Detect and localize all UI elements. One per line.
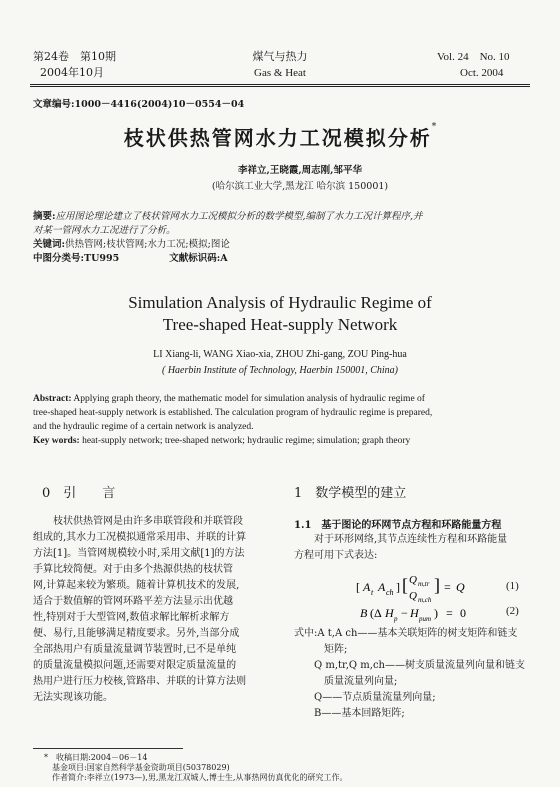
section-0-line: 方法[1]。当管网规模较小时,采用文献[1]的方法 — [33, 548, 245, 559]
svg-text:): ) — [434, 606, 438, 620]
svg-text:Q: Q — [409, 574, 417, 586]
svg-text:]: ] — [396, 580, 400, 594]
abstract-cn-label: 摘要: — [33, 211, 56, 222]
section-0-line: 适合于数值解的管网环路平差方法显示出优越 — [33, 596, 233, 607]
authors-en: LI Xiang-li, WANG Xiao-xia, ZHOU Zhi-gang, ZOU Ping-hua — [153, 349, 407, 360]
section-0-line: 组成的,其水力工况模拟通常采用串、并联的计算 — [33, 532, 247, 543]
header-journal-en: Gas & Heat — [254, 67, 306, 79]
equation-1-graphic — [356, 568, 486, 606]
footnote-rule — [33, 748, 183, 749]
svg-text:ch: ch — [386, 588, 394, 597]
variable-definition-line: 式中:A t,A ch——基本关联矩阵的树支矩阵和链支 — [294, 628, 518, 639]
footnote-author: 作者简介:李祥立(1973—),男,黑龙江双城人,博士生,从事热网仿真优化的研究工作。 — [44, 773, 348, 782]
header-date-cn: 2004年10月 — [40, 66, 104, 79]
section-0-line: 热用户进行压力校核,管路串、并联的计算方法则 — [33, 676, 247, 687]
footnote-fund: 基金项目:国家自然科学基金资助项目(50378029) — [44, 763, 230, 772]
abstract-cn-line2 — [33, 224, 528, 238]
svg-text:Q: Q — [456, 580, 465, 594]
abstract-cn-text2: 对某一管网水力工况进行了分析。 — [33, 225, 176, 236]
svg-text:−: − — [401, 606, 408, 620]
equation-2 — [360, 603, 480, 623]
abstract-en — [33, 392, 528, 448]
abstract-en-line2: tree-shaped heat-supply network is established. The calculation program of hydraulic regime is prepared, — [33, 408, 433, 418]
header-journal-cn: 煤气与热力 — [252, 50, 308, 63]
svg-text:A: A — [363, 580, 371, 594]
footnote-received: * 收稿日期:2004－06－14 — [44, 753, 148, 762]
affiliation-cn: (哈尔滨工业大学,黑龙江 哈尔滨 150001) — [211, 181, 389, 192]
svg-text:=: = — [446, 606, 453, 620]
subsection-1-1-body — [294, 532, 530, 564]
svg-text:B: B — [360, 606, 368, 620]
doc-code-cn: 文献标识码:A — [169, 253, 228, 264]
subsection-1-1-line: 方程可用下式表达: — [294, 550, 378, 561]
svg-text:]: ] — [434, 575, 440, 595]
abstract-en-line1 — [33, 392, 528, 406]
svg-text:0: 0 — [460, 606, 466, 620]
variable-definition-line: 矩阵; — [294, 644, 348, 655]
clc-cn: 中图分类号:TU995 — [33, 253, 120, 264]
article-id: 文章编号:1000－4416(2004)10－0554－04 — [33, 99, 245, 110]
classification-cn — [33, 252, 528, 266]
keywords-cn-text: 供热管网;枝状管网;水力工况;模拟;图论 — [65, 239, 230, 250]
svg-text:H: H — [385, 606, 394, 620]
section-0-line: 枝状供热管网是由许多串联管段和并联管段 — [33, 516, 243, 527]
section-0-line: 性,特别对于大型管网,数值求解比解析求解方 — [33, 612, 230, 623]
variable-definition-line: Q m,tr,Q m,ch——树支质量流量列向量和链支 — [294, 660, 525, 671]
abstract-cn-text1: 应用图论理论建立了枝状管网水力工况模拟分析的数学模型,编制了水力工况计算程序,并 — [55, 211, 423, 222]
equation-variables — [294, 626, 530, 722]
section-0-line: 手算比较简便。对于由多个热源供热的枝状管 — [33, 564, 233, 575]
affiliation-en: ( Haerbin Institute of Technology, Haerbin 150001, China) — [161, 365, 398, 376]
svg-text:A: A — [378, 580, 386, 594]
subsection-1-1-line: 对于环形网络,其节点连续性方程和环路能量 — [294, 534, 508, 545]
header-vol-issue-en: Vol. 24 No. 10 — [437, 51, 510, 63]
svg-text:H: H — [410, 606, 419, 620]
header-rule-bottom — [30, 86, 530, 87]
abstract-en-line3: and the hydraulic regime of a certain network is analyzed. — [33, 422, 254, 432]
keywords-cn-label: 关键词: — [33, 239, 66, 250]
section-0-line: 无法实现该功能。 — [33, 692, 113, 703]
section-0-body — [33, 514, 273, 706]
svg-text:m,ch: m,ch — [418, 596, 432, 604]
variable-definition-line: 质量流量列向量; — [294, 676, 398, 687]
footnote — [44, 753, 534, 783]
svg-text:p: p — [394, 615, 398, 623]
equation-2-number: (2) — [506, 605, 519, 617]
keywords-cn — [33, 238, 528, 252]
title-cn-text: 枝状供热管网水力工况模拟分析 — [123, 126, 432, 150]
svg-text:[: [ — [356, 580, 360, 594]
equation-1 — [356, 568, 476, 604]
equation-2-graphic — [360, 603, 490, 623]
authors-cn: 李祥立,王晓霞,周志刚,邹平华 — [238, 165, 362, 176]
svg-text:[: [ — [402, 575, 408, 595]
abstract-en-label: Abstract: — [33, 394, 72, 404]
svg-text:=: = — [444, 580, 451, 594]
abstract-cn-line1 — [33, 210, 528, 224]
abstract-en-text1: Applying graph theory, the mathematic model for simulation analysis of hydraulic regime of — [71, 394, 425, 404]
section-0-line: 全部热用户有质量流量调节装置时,已不是单纯 — [33, 644, 237, 655]
section-0-line: 的质量流量模拟问题,还需要对限定质量流量的 — [33, 660, 237, 671]
svg-text:(Δ: (Δ — [370, 606, 382, 620]
svg-text:t: t — [371, 588, 374, 597]
keywords-en-label: Key words: — [33, 436, 80, 446]
variable-definition-line: B——基本回路矩阵; — [294, 708, 405, 719]
svg-text:m,tr: m,tr — [418, 580, 430, 588]
keywords-en-text: heat-supply network; tree-shaped network; hydraulic regime; simulation; graph theory — [79, 436, 411, 446]
header-vol-issue-cn: 第24卷 第10期 — [33, 50, 116, 63]
section-0-title: 0 引 言 — [42, 486, 116, 501]
title-en-line1: Simulation Analysis of Hydraulic Regime of — [128, 293, 432, 312]
keywords-en — [33, 434, 528, 448]
section-1-title: 1 数学模型的建立 — [294, 486, 407, 501]
title-cn — [0, 122, 560, 151]
header-rule-top — [30, 84, 530, 85]
svg-text:Q: Q — [409, 590, 417, 602]
abstract-cn — [33, 210, 528, 266]
svg-text:pum: pum — [419, 615, 432, 623]
equation-1-number: (1) — [506, 580, 519, 592]
title-en-line2: Tree-shaped Heat-supply Network — [162, 315, 398, 334]
title-star: * — [431, 122, 437, 132]
section-0-line: 便、易行,且能够满足精度要求。另外,当部分成 — [33, 628, 240, 639]
subsection-1-1-title: 1.1 基于图论的环网节点方程和环路能量方程 — [294, 520, 502, 531]
header-date-en: Oct. 2004 — [460, 67, 504, 79]
variable-definition-line: Q——节点质量流量列向量; — [294, 692, 436, 703]
section-0-line: 网,计算起来较为繁琐。随着计算机技术的发展, — [33, 580, 240, 591]
